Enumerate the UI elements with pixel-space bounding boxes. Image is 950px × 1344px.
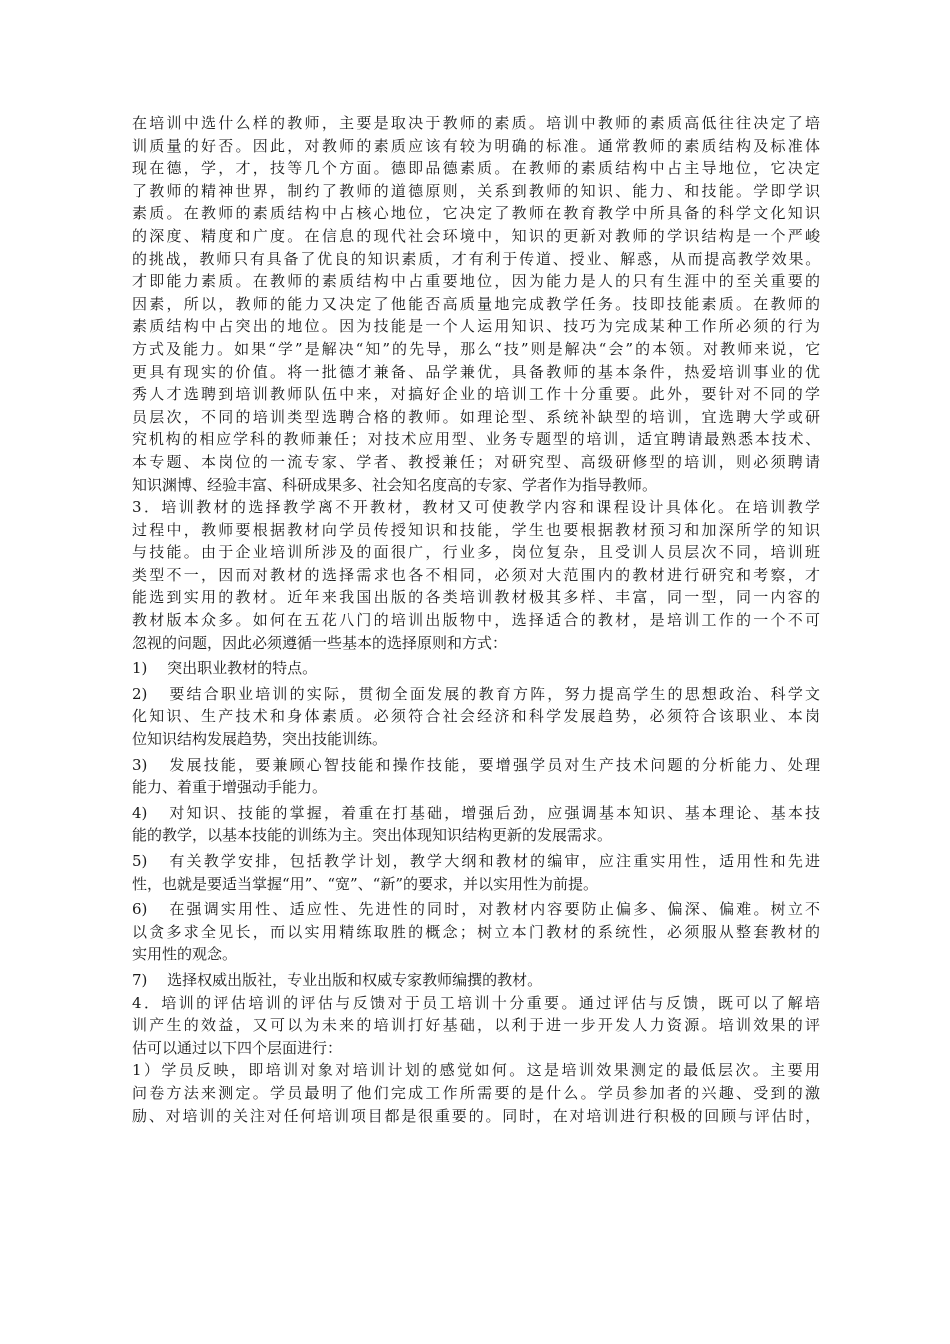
- text-line: 训产生的效益，又可以为未来的培训打好基础，以利于进一步开发人力资源。培训效果的评: [132, 1016, 820, 1035]
- text-line: 位知识结构发展趋势，突出技能训练。: [132, 730, 388, 749]
- text-line: 与技能。由于企业培训所涉及的面很广，行业多，岗位复杂，且受训人员层次不同，培训班: [132, 543, 820, 562]
- text-line: 类型不一，因而对教材的选择需求也各不相同，必须对大范围内的教材进行研究和考察，才: [132, 565, 820, 584]
- text-line: 1）学员反映，即培训对象对培训计划的感觉如何。这是培训效果测定的最低层次。主要用: [132, 1061, 820, 1080]
- list-item-3: 3) 发展技能，要兼顾心智技能和操作技能，要增强学员对生产技术问题的分析能力、处理: [132, 755, 820, 774]
- text-line: 因素，所以，教师的能力又决定了他能否高质量地完成教学任务。技即技能素质。在教师的: [132, 294, 820, 313]
- text-line: 的深度、精度和广度。在信息的现代社会环境中，知识的更新对教师的学识结构是一个严峻: [132, 226, 820, 245]
- text-line: 的挑战，教师只有具备了优良的知识素质，才有利于传道、授业、解惑，从而提高教学效果。: [132, 249, 820, 268]
- text-line: 方式及能力。如果“学”是解决“知”的先导，那么“技”则是解决“会”的本领。对教师来说，它: [132, 339, 820, 358]
- text-line: 在培训中选什么样的教师，主要是取决于教师的素质。培训中教师的素质高低往往决定了培: [132, 114, 820, 132]
- text-line: 化知识、生产技术和身体素质。必须符合社会经济和科学发展趋势，必须符合该职业、本岗: [132, 707, 820, 726]
- section-heading-4: 4．培训的评估培训的评估与反馈对于员工培训十分重要。通过评估与反馈，既可以了解培: [132, 993, 820, 1012]
- text-line: 估可以通过以下四个层面进行：: [132, 1038, 343, 1057]
- list-item-5: 5) 有关教学安排，包括教学计划，教学大纲和教材的编审，应注重实用性，适用性和先进: [132, 852, 820, 870]
- text-line: 素质。在教师的素质结构中占核心地位，它决定了教师在教育教学中所具备的科学文化知识: [132, 204, 820, 223]
- text-line: 本专题、本岗位的一流专家、学者、教授兼任；对研究型、高级研修型的培训，则必须聘请: [132, 452, 820, 471]
- text-line: 问卷方法来测定。学员最明了他们完成工作所需要的是什么。学员参加者的兴趣、受到的激: [132, 1083, 820, 1102]
- text-line: 才即能力素质。在教师的素质结构中占重要地位，因为能力是人的只有生涯中的至关重要的: [132, 272, 820, 291]
- list-item-2: 2) 要结合职业培训的实际，贯彻全面发展的教育方阵，努力提高学生的思想政治、科学文: [132, 684, 820, 703]
- text-line: 了教师的精神世界，制约了教师的道德原则，关系到教师的知识、能力、和技能。学即学识: [132, 181, 820, 200]
- section-heading-3: 3．培训教材的选择教学离不开教材，教材又可使教学内容和课程设计具体化。在培训教学: [132, 498, 820, 517]
- text-line: 现在德，学，才，技等几个方面。德即品德素质。在教师的素质结构中占主导地位，它决定: [132, 159, 820, 178]
- list-item-1: 1) 突出职业教材的特点。: [132, 659, 318, 678]
- list-item-6: 6) 在强调实用性、适应性、先进性的同时，对教材内容要防止偏多、偏深、偏难。树立不: [132, 900, 820, 919]
- list-item-7: 7) 选择权威出版社，专业出版和权威专家教师编撰的教材。: [132, 970, 543, 989]
- text-line: 员层次，不同的培训类型选聘合格的教师。如理论型、系统补缺型的培训，宜选聘大学或研: [132, 407, 820, 426]
- text-line: 究机构的相应学科的教师兼任；对技术应用型、业务专题型的培训，适宜聘请最熟悉本技术、: [132, 430, 820, 449]
- text-line: 素质结构中占突出的地位。因为技能是一个人运用知识、技巧为完成某种工作所必须的行为: [132, 317, 820, 336]
- text-line: 训质量的好否。因此，对教师的素质应该有较为明确的标准。通常教师的素质结构及标准体: [132, 136, 820, 155]
- text-line: 实用性的观念。: [132, 945, 238, 964]
- text-line: 以贪多求全见长，而以实用精练取胜的概念；树立本门教材的系统性，必须服从整套教材的: [132, 922, 820, 941]
- text-line: 能选到实用的教材。近年来我国出版的各类培训教材极其多样、丰富，同一型，同一内容的: [132, 588, 820, 607]
- list-item-4: 4) 对知识、技能的掌握，着重在打基础，增强后劲，应强调基本知识、基本理论、基本技: [132, 803, 820, 822]
- text-line: 过程中，教师要根据教材向学员传授知识和技能，学生也要根据教材预习和加深所学的知识: [132, 520, 820, 539]
- text-line: 秀人才选聘到培训教师队伍中来，对搞好企业的培训工作十分重要。此外，要针对不同的学: [132, 385, 820, 404]
- text-line: 能力、着重于增强动手能力。: [132, 778, 328, 797]
- text-line: 知识渊博、经验丰富、科研成果多、社会知名度高的专家、学者作为指导教师。: [132, 475, 658, 494]
- text-line: 性，也就是要适当掌握“用”、“宽”、“新”的要求，并以实用性为前提。: [132, 874, 599, 893]
- document-body: [132, 112, 820, 1127]
- text-line: 忽视的问题，因此必须遵循一些基本的选择原则和方式：: [132, 633, 508, 652]
- text-line: 更具有现实的价值。将一批德才兼备、品学兼优，具备教师的基本条件，热爱培训事业的优: [132, 362, 820, 381]
- text-line: 教材版本众多。如何在五花八门的培训出版物中，选择适合的教材，是培训工作的一个不可: [132, 611, 820, 630]
- text-line: 能的教学，以基本技能的训练为主。突出体现知识结构更新的发展需求。: [132, 826, 613, 845]
- text-line: 励、对培训的关注对任何培训项目都是很重要的。同时，在对培训进行积极的回顾与评估时，: [132, 1106, 820, 1125]
